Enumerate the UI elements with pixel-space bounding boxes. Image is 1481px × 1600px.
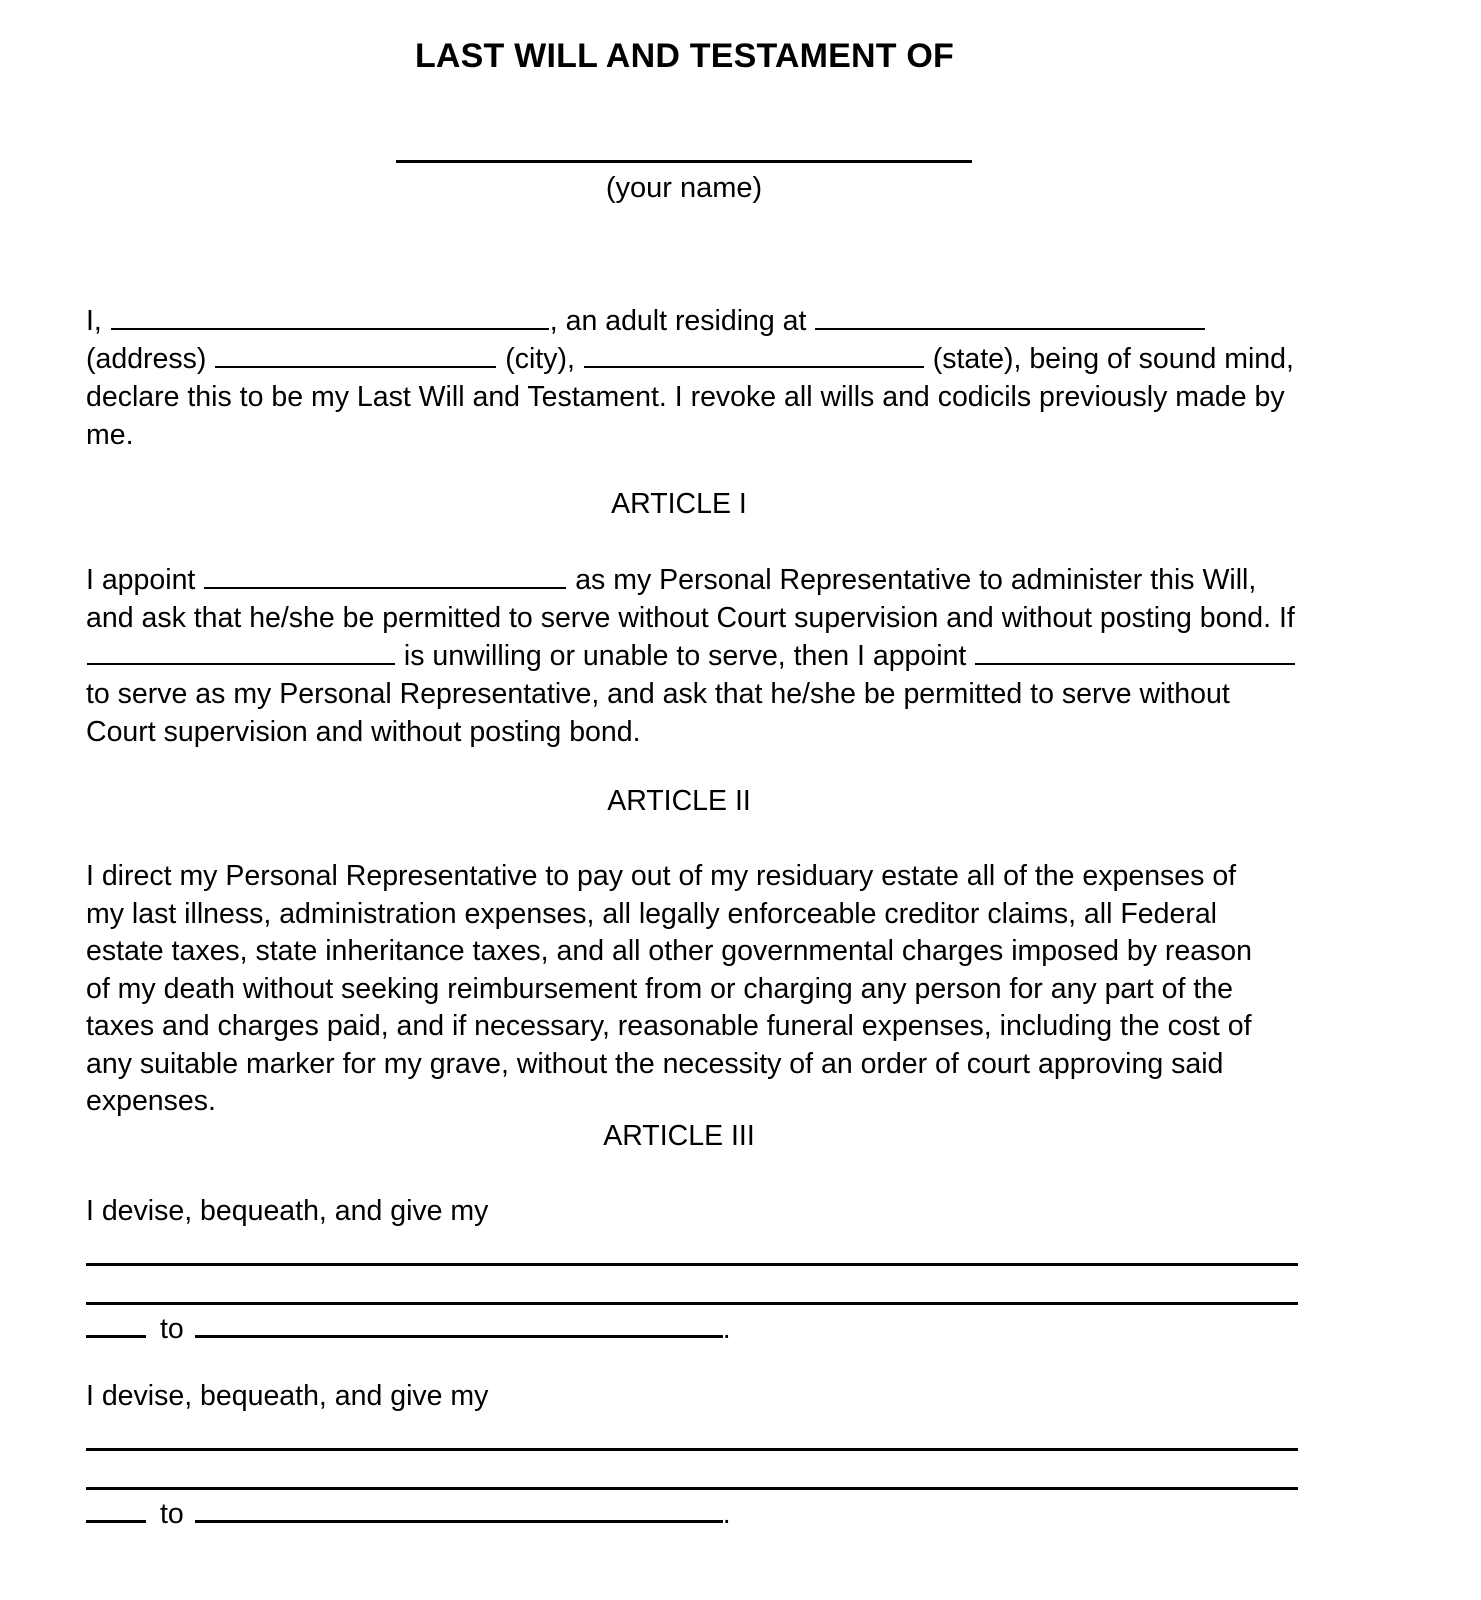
devise-to-word-1: to xyxy=(160,1313,184,1346)
devise-share-blank-1[interactable] xyxy=(86,1309,146,1338)
devise-beneficiary-blank-1[interactable] xyxy=(195,1309,723,1338)
devise-property-blank-2a[interactable] xyxy=(86,1448,1298,1451)
preamble-segment-5: (state), being of sound mind, declare this to be my Last Will and Testament. I revoke all wills and codicils previously made by me. xyxy=(86,343,1294,452)
residence-address-blank[interactable] xyxy=(815,302,1205,330)
devise-to-word-2: to xyxy=(160,1498,184,1531)
article-1-paragraph xyxy=(86,561,1301,751)
article-1-segment-4: to serve as my Personal Representative, and ask that he/she be permitted to serve without Court supervision and without posting bond. xyxy=(86,678,1230,749)
article-2-paragraph: I direct my Personal Representative to pay out of my residuary estate all of the expenses of my last illness, administration expenses, all legally enforceable creditor claims, all Federal estate taxes, state inheritance taxes, and all other governmental charges imposed by reason of my death without seeking reimbursement from or charging any person for any part of the taxes and charges paid, and if necessary, reasonable funeral expenses, including the cost of any suitable marker for my grave, without the necessity of an order of court approving said expenses. xyxy=(86,860,1253,1117)
devise-share-blank-2[interactable] xyxy=(86,1494,146,1523)
devise-property-blank-1b[interactable] xyxy=(86,1302,1298,1305)
alternate-representative-blank[interactable] xyxy=(975,637,1295,665)
preamble-segment-3: (address) xyxy=(86,343,207,376)
devise-beneficiary-blank-2[interactable] xyxy=(195,1494,723,1523)
state-blank[interactable] xyxy=(584,340,924,368)
devise-beneficiary-line-2 xyxy=(86,1494,731,1533)
article-1-segment-3: is unwilling or unable to serve, then I appoint xyxy=(403,640,967,673)
devise-beneficiary-line-1 xyxy=(86,1309,731,1348)
city-blank[interactable] xyxy=(215,340,496,368)
devise-property-blank-1a[interactable] xyxy=(86,1263,1298,1266)
preamble-paragraph xyxy=(86,302,1301,454)
devise-intro-2: I devise, bequeath, and give my xyxy=(86,1380,489,1412)
article-1-heading: ARTICLE I xyxy=(611,488,747,520)
personal-representative-blank[interactable] xyxy=(204,561,566,589)
personal-representative-check-blank[interactable] xyxy=(87,637,395,665)
devise-period-2: . xyxy=(722,1498,731,1531)
preamble-segment-2: , an adult residing at xyxy=(549,305,807,338)
article-2-heading: ARTICLE II xyxy=(607,785,751,817)
testator-name-blank[interactable] xyxy=(111,302,549,330)
devise-property-blank-2b[interactable] xyxy=(86,1487,1298,1490)
article-1-segment-1: I appoint xyxy=(86,564,196,597)
article-1-segment-2: as my Personal Representative to administer this Will, and ask that he/she be permitted to serve without Court supervision and without posting bond. If xyxy=(86,564,1295,635)
article-3-heading: ARTICLE III xyxy=(603,1120,755,1152)
your-name-caption: (your name) xyxy=(605,172,763,204)
preamble-segment-1: I, xyxy=(86,305,102,338)
devise-period-1: . xyxy=(722,1313,731,1346)
preamble-segment-4: (city), xyxy=(505,343,575,376)
page-title: LAST WILL AND TESTAMENT OF xyxy=(414,37,955,75)
devise-intro-1: I devise, bequeath, and give my xyxy=(86,1195,489,1227)
your-name-blank-line[interactable] xyxy=(396,160,972,163)
